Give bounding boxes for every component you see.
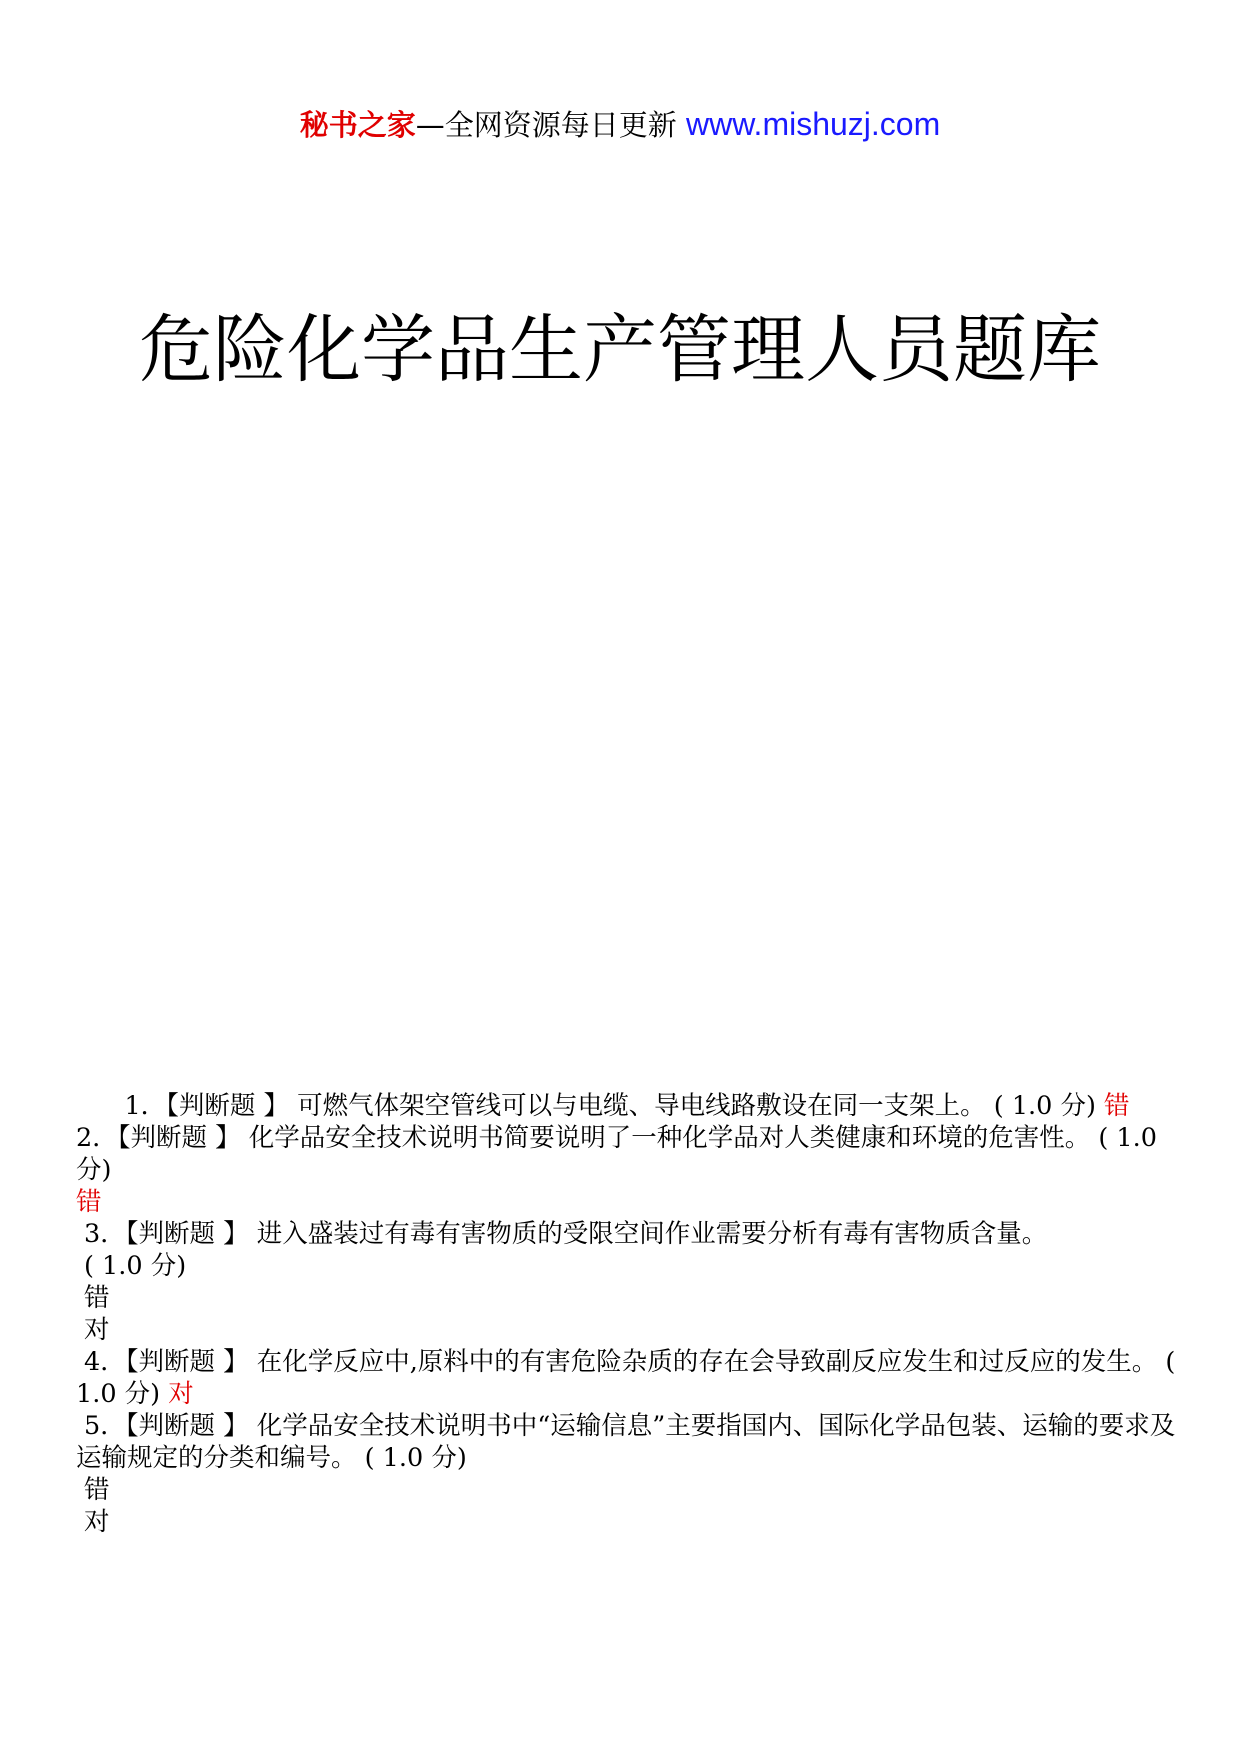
question-score: ( 1.0 分) [993,1091,1096,1121]
question-answer: 错 [76,1187,102,1217]
option-right[interactable]: 对 [84,1315,110,1345]
question-text: 可燃气体架空管线可以与电缆、导电线路敷设在同一支架上。 [297,1091,986,1121]
question-score: ( 1.0 分) [76,1347,1176,1409]
option-right[interactable]: 对 [84,1507,110,1537]
question-list [76,1090,1186,1538]
question-prefix: 2．【判断题 】 [76,1123,241,1153]
question-score: ( 1.0 分) [364,1443,467,1473]
site-header [0,104,1240,145]
question-2 [76,1122,1186,1218]
question-3 [76,1218,1186,1346]
question-5 [76,1410,1186,1538]
question-score: ( 1.0 分) [84,1251,187,1281]
question-score: ( 1.0 分) [76,1123,1157,1185]
question-1 [76,1090,1186,1122]
question-text: 化学品安全技术说明书中“运输信息”主要指国内、国际化学品包装、运输的要求及运输规定的分类和编号。 [76,1411,1176,1473]
question-text: 进入盛装过有毒有害物质的受限空间作业需要分析有毒有害物质含量。 [256,1219,1048,1249]
question-prefix: 4．【判断题 】 [84,1347,249,1377]
question-answer: 错 [1104,1091,1130,1121]
site-url-link[interactable]: www.mishuzj.com [685,106,941,142]
question-text: 在化学反应中,原料中的有害危险杂质的存在会导致副反应发生和过反应的发生。 [256,1347,1158,1377]
question-prefix: 5．【判断题 】 [84,1411,249,1441]
question-prefix: 3．【判断题 】 [84,1219,249,1249]
document-title: 危险化学品生产管理人员题库 [139,307,1101,393]
site-brand: 秘书之家 [299,108,416,142]
question-4 [76,1346,1186,1410]
question-text: 化学品安全技术说明书简要说明了一种化学品对人类健康和环境的危害性。 [248,1123,1091,1153]
question-prefix: 1．【判断题 】 [124,1091,290,1121]
option-wrong[interactable]: 错 [84,1475,110,1505]
question-answer: 对 [168,1379,194,1409]
site-tagline: —全网资源每日更新 [415,108,677,142]
option-wrong[interactable]: 错 [84,1283,110,1313]
